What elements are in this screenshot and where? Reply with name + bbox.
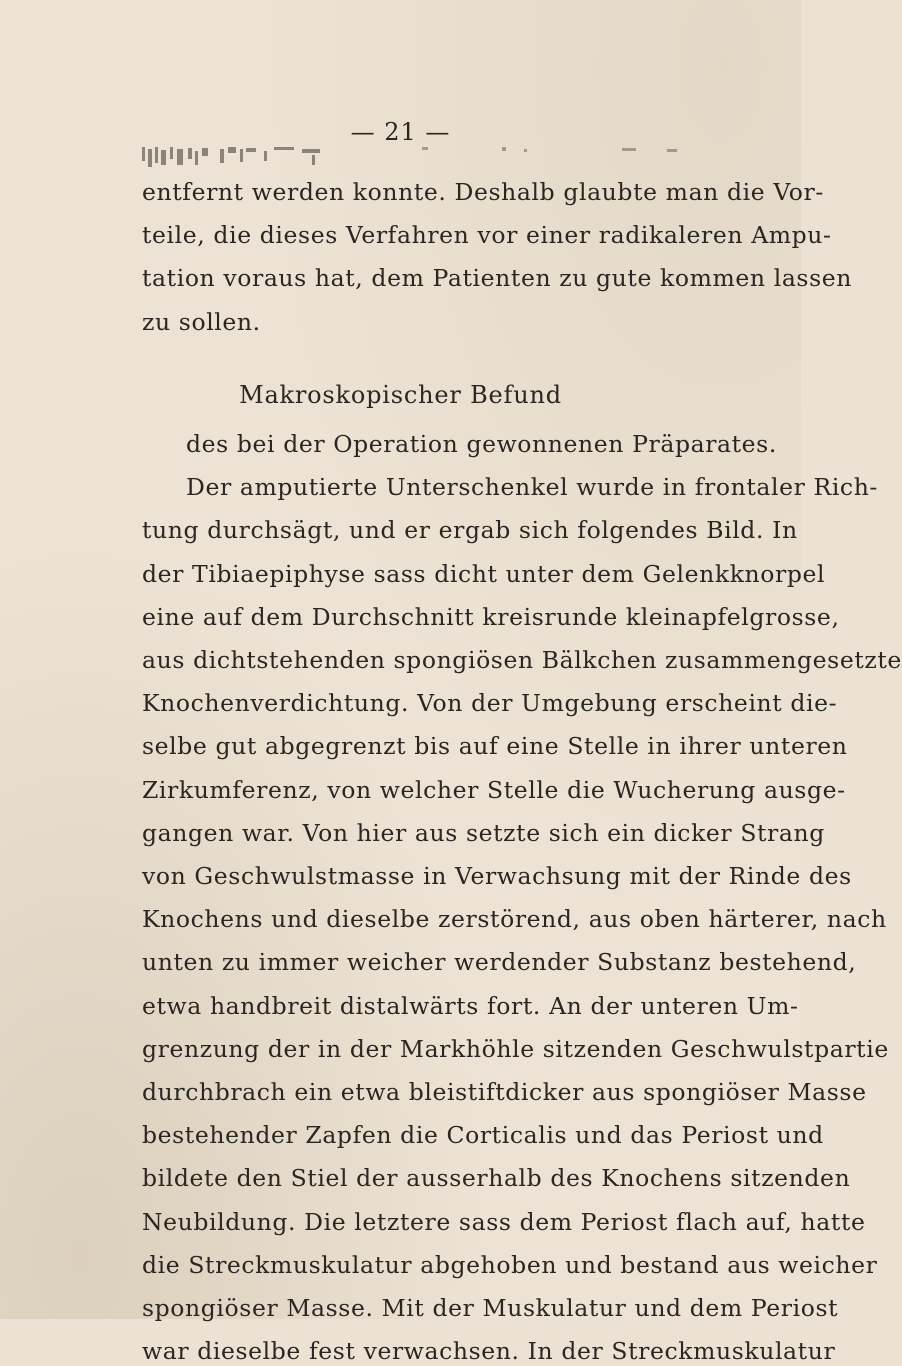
text-line: tung durchsägt, und er ergab sich folgendes Bild. In [142, 516, 798, 545]
text-line: grenzung der in der Markhöhle sitzenden Geschwulstpartie [142, 1034, 889, 1063]
text-line: selbe gut abgegrenzt bis auf eine Stelle in ihrer unteren [142, 732, 848, 761]
text-line: der Tibiaepiphyse sass dicht unter dem Gelenkknorpel [142, 559, 826, 588]
text-line: Zirkumferenz, von welcher Stelle die Wucherung ausge- [142, 775, 846, 804]
text-line: des bei der Operation gewonnenen Präparates. [186, 429, 777, 458]
text-line: war dieselbe fest verwachsen. In der Streckmuskulatur [142, 1337, 836, 1366]
text-line: teile, die dieses Verfahren vor einer radikaleren Ampu- [142, 221, 832, 250]
text-line: bestehender Zapfen die Corticalis und das Periost und [142, 1121, 824, 1150]
text-line: gangen war. Von hier aus setzte sich ein dicker Strang [142, 818, 825, 847]
text-line: tation voraus hat, dem Patienten zu gute kommen lassen [142, 264, 852, 293]
text-line: von Geschwulstmasse in Verwachsung mit der Rinde des [142, 861, 852, 890]
bleed-through-marks [142, 145, 682, 169]
text-line: die Streckmuskulatur abgehoben und bestand aus weicher [142, 1250, 878, 1279]
paragraph-start-line: Der amputierte Unterschenkel wurde in frontaler Rich- [186, 473, 878, 502]
page-number: — 21 — [350, 118, 451, 146]
text-line: spongiöser Masse. Mit der Muskulatur und dem Periost [142, 1293, 839, 1322]
text-line: entfernt werden konnte. Deshalb glaubte man die Vor- [142, 178, 824, 206]
text-line: aus dichtstehenden spongiösen Bälkchen zusammengesetzte [142, 645, 902, 674]
text-line: eine auf dem Durchschnitt kreisrunde kleinapfelgrosse, [142, 602, 840, 631]
text-line: unten zu immer weicher werdender Substanz bestehend, [142, 948, 857, 977]
text-line: zu sollen. [142, 307, 261, 336]
section-heading: Makroskopischer Befund [239, 380, 562, 409]
text-line: etwa handbreit distalwärts fort. An der unteren Um- [142, 991, 799, 1020]
text-line: bildete den Stiel der ausserhalb des Knochens sitzenden [142, 1164, 851, 1193]
text-line: Knochenverdichtung. Von der Umgebung erscheint die- [142, 689, 838, 718]
text-line: Knochens und dieselbe zerstörend, aus oben härterer, nach [142, 905, 887, 934]
text-line: durchbrach ein etwa bleistiftdicker aus spongiöser Masse [142, 1077, 867, 1106]
text-line: Neubildung. Die letztere sass dem Periost flach auf, hatte [142, 1207, 866, 1236]
